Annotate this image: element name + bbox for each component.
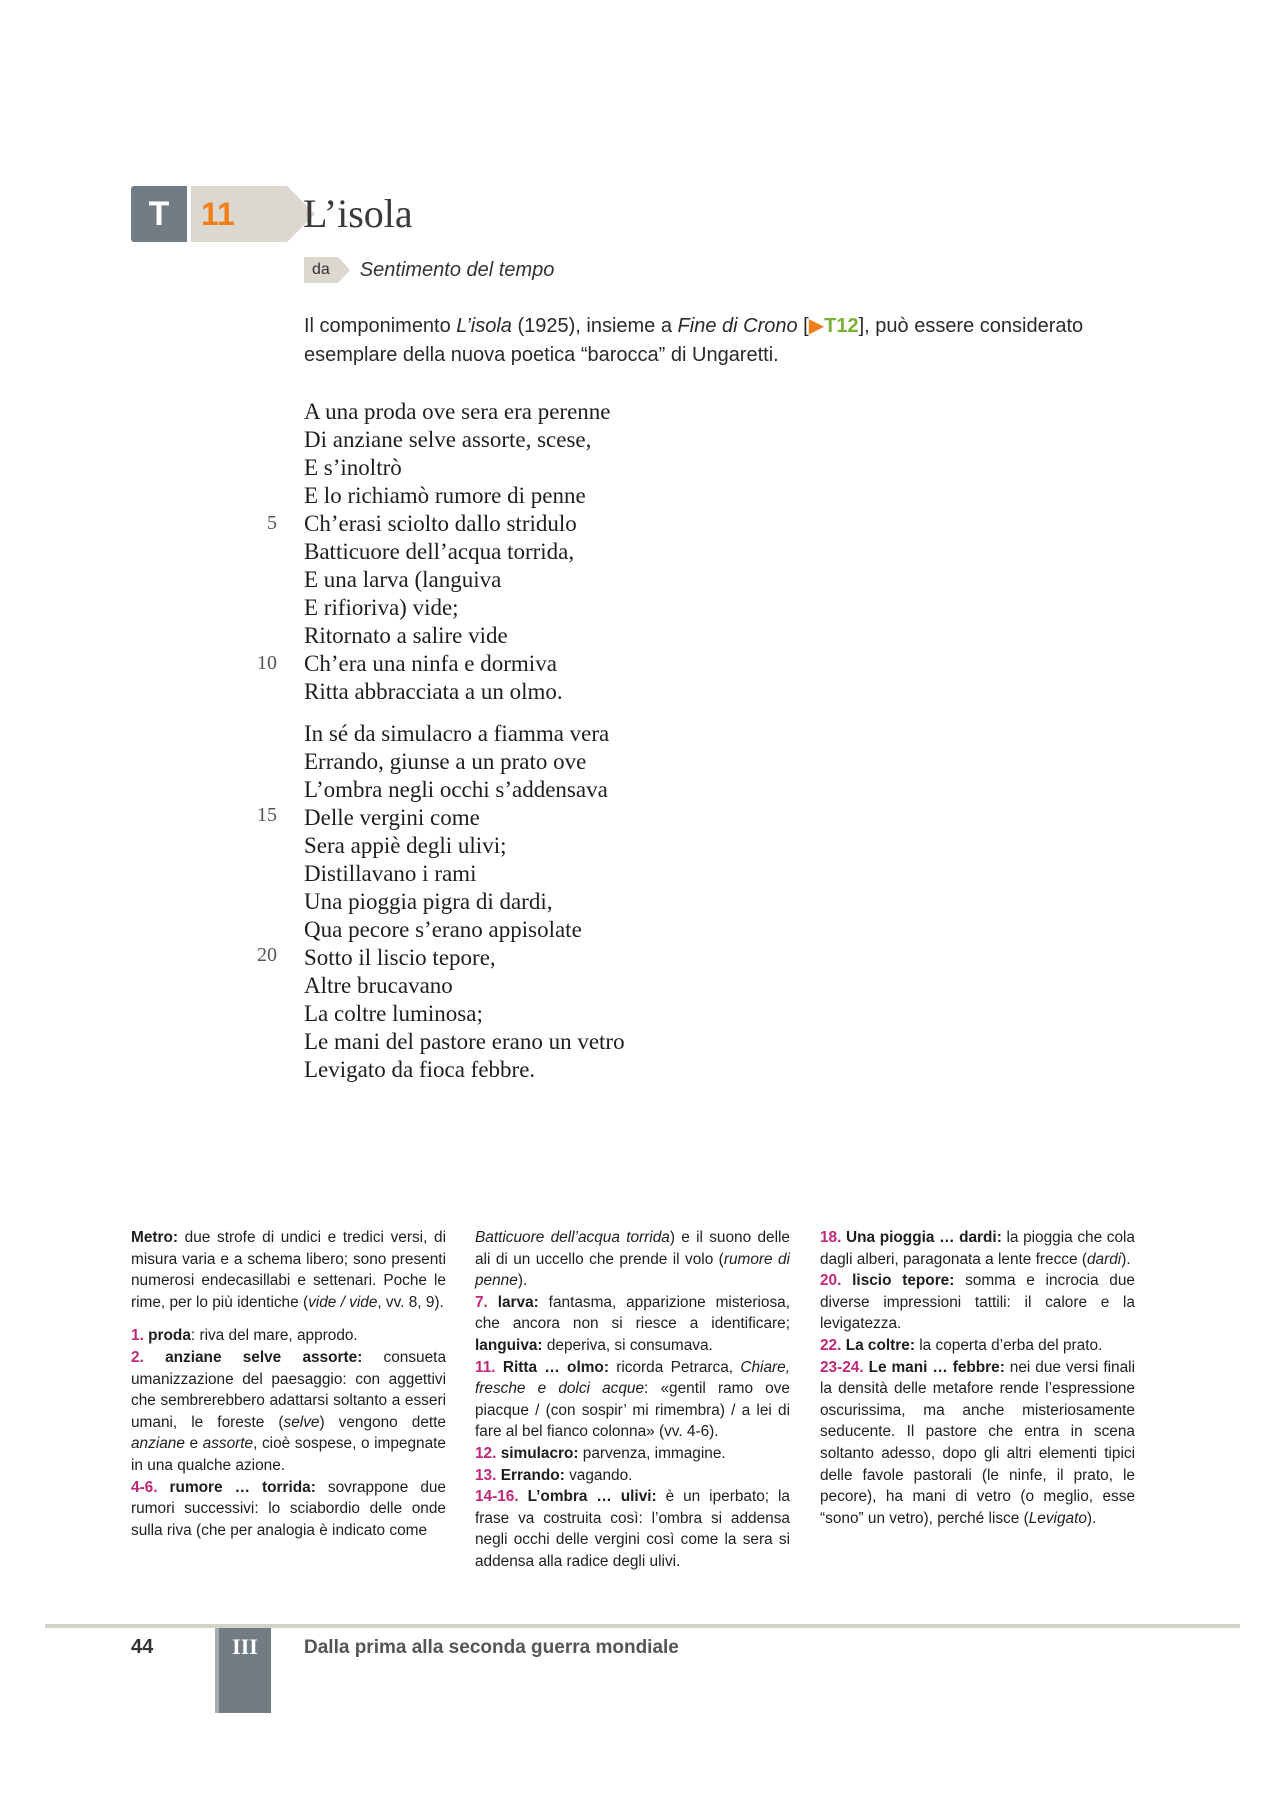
note-text: Batticuore dell’acqua torrida bbox=[475, 1229, 670, 1246]
poem-stanza-2 bbox=[304, 720, 625, 1084]
note-text: deperiva, si consumava. bbox=[542, 1336, 713, 1354]
poem-line: E una larva (languiva bbox=[304, 567, 502, 592]
note-18 bbox=[820, 1227, 1135, 1270]
note-number: 12. bbox=[475, 1444, 497, 1462]
note-20 bbox=[820, 1270, 1135, 1335]
badge-number: 11 bbox=[191, 186, 287, 242]
note-text: anziane bbox=[131, 1435, 185, 1453]
note-lemma: L’ombra … ulivi: bbox=[527, 1488, 657, 1506]
badge-letter: T bbox=[131, 186, 187, 242]
note-number: 4-6. bbox=[131, 1478, 158, 1496]
note-text: consueta umanizzazione del paesaggio: con aggettivi che sembrerebbero adattarsi soltanto a esseri umani, le foreste ( bbox=[131, 1348, 446, 1431]
poem-line: L’ombra negli occhi s’addensava bbox=[304, 777, 608, 802]
note-text: , vv. 8, 9). bbox=[377, 1293, 444, 1311]
note-text: Chiare, fresche e dolci acque bbox=[475, 1358, 790, 1398]
note-text: nei due versi finali la densità delle metafore rende l’espressione oscurissima, ma anche misteriosamente seducente. Il pastore che entra in scena soltanto adesso, dopo gli altri elementi tipici delle favole pastorali (le ninfe, il prato, le pecore), ha mani di vetro (o meglio, esse “sono” un vetro), perché lisce ( bbox=[820, 1358, 1135, 1527]
intro-text: Il componimento bbox=[304, 315, 457, 337]
note-lemma: liscio tepore: bbox=[852, 1272, 955, 1290]
note-text: somma e incrocia due diverse impressioni tattili: il calore e la levigatezza. bbox=[820, 1272, 1135, 1333]
note-text: e bbox=[184, 1435, 203, 1453]
note-lemma: languiva: bbox=[475, 1336, 543, 1354]
poem-line: Ritornato a salire vide bbox=[304, 623, 508, 648]
note-number: 13. bbox=[475, 1466, 497, 1484]
poem-line: Sotto il liscio tepore, bbox=[304, 945, 496, 970]
note-2 bbox=[131, 1347, 446, 1477]
intro-work: L’isola bbox=[456, 315, 512, 337]
note-metro bbox=[131, 1227, 446, 1313]
note-number: 23-24. bbox=[820, 1358, 864, 1376]
poem-line: In sé da simulacro a fiamma vera bbox=[304, 721, 610, 746]
note-lemma: Una pioggia … dardi: bbox=[846, 1229, 1002, 1246]
note-label: Metro: bbox=[131, 1229, 179, 1246]
section-title: Dalla prima alla seconda guerra mondiale bbox=[304, 1637, 679, 1658]
note-text: rumore di penne bbox=[475, 1250, 790, 1290]
poem-line: Una pioggia pigra di dardi, bbox=[304, 889, 553, 914]
intro-text: (1925), insieme a bbox=[511, 315, 678, 337]
poem-line: E rifioriva) vide; bbox=[304, 595, 459, 620]
note-text: ). bbox=[1121, 1250, 1131, 1268]
note-number: 11. bbox=[475, 1358, 496, 1376]
poem-line: Ch’erasi sciolto dallo stridulo bbox=[304, 511, 577, 536]
note-22 bbox=[820, 1335, 1135, 1357]
notes-column-3 bbox=[820, 1227, 1135, 1529]
note-lemma: anziane selve assorte: bbox=[165, 1348, 363, 1366]
intro-work: Fine di Crono bbox=[677, 315, 798, 337]
poem-line: Di anziane selve assorte, scese, bbox=[304, 427, 592, 452]
note-4-6 bbox=[131, 1477, 446, 1542]
page-title: L’isola bbox=[303, 191, 413, 236]
note-number: 14-16. bbox=[475, 1488, 519, 1506]
play-arrow-icon: ▶ bbox=[808, 315, 825, 337]
poem-line: Ch’era una ninfa e dormiva bbox=[304, 651, 557, 676]
line-number: 5 bbox=[267, 512, 277, 534]
poem-line: E lo richiamò rumore di penne bbox=[304, 483, 586, 508]
note-lemma: Le mani … febbre: bbox=[868, 1358, 1005, 1376]
source-prefix: da bbox=[304, 257, 338, 283]
note-text: la pioggia che cola dagli alberi, paragonata a lente frecce ( bbox=[820, 1229, 1135, 1268]
source-line bbox=[304, 257, 554, 283]
poem-line: A una proda ove sera era perenne bbox=[304, 399, 611, 424]
note-text: : «gentil ramo ove piacque / (con sospir’ mi rimembra) / a lei di fare al bel fianco colonna» (vv. 4-6). bbox=[475, 1380, 790, 1441]
poem-line: Qua pecore s’erano appisolate bbox=[304, 917, 582, 942]
intro-text: [ bbox=[797, 315, 809, 337]
poem-line: Batticuore dell’acqua torrida, bbox=[304, 539, 575, 564]
note-text: parvenza, immagine. bbox=[578, 1444, 726, 1462]
note-11 bbox=[475, 1357, 790, 1443]
note-text: ) e il suono delle ali di un uccello che prende il volo ( bbox=[475, 1229, 790, 1268]
note-text: ricorda Petrarca, bbox=[608, 1358, 741, 1376]
poem-line: Errando, giunse a un prato ove bbox=[304, 749, 587, 774]
note-text: selve bbox=[283, 1413, 320, 1431]
poem-line: E s’inoltrò bbox=[304, 455, 402, 480]
note-7 bbox=[475, 1292, 790, 1357]
note-4-6-cont bbox=[475, 1227, 790, 1292]
note-lemma: proda bbox=[148, 1327, 191, 1345]
note-lemma: rumore … torrida: bbox=[169, 1478, 316, 1496]
note-text: fantasma, apparizione misteriosa, che ancora non si riesce a identificare; bbox=[475, 1293, 790, 1333]
line-number: 15 bbox=[257, 804, 277, 826]
note-number: 7. bbox=[475, 1293, 488, 1311]
note-12 bbox=[475, 1443, 790, 1465]
note-text: Levigato bbox=[1028, 1509, 1087, 1527]
intro-paragraph bbox=[304, 312, 1134, 370]
poem-line: Levigato da fioca febbre. bbox=[304, 1057, 536, 1082]
note-text: vagando. bbox=[564, 1466, 633, 1484]
poem-line: Altre brucavano bbox=[304, 973, 453, 998]
note-number: 18. bbox=[820, 1229, 842, 1246]
poem-line: Delle vergini come bbox=[304, 805, 480, 830]
section-numeral: III bbox=[215, 1628, 271, 1713]
note-text: due strofe di undici e tredici versi, di misura varia e a schema libero; sono presenti numerosi endecasillabi e settenari. Poche le rime, per lo più identiche ( bbox=[131, 1229, 446, 1311]
note-number: 22. bbox=[820, 1336, 842, 1354]
page-number: 44 bbox=[131, 1636, 154, 1658]
note-text: è un iperbato; la frase va costruita così: l’ombra si addensa negli occhi delle vergini così come la sera si addensa alla radice degli ulivi. bbox=[475, 1488, 790, 1570]
note-lemma: larva: bbox=[497, 1293, 539, 1311]
note-text: ). bbox=[1086, 1509, 1097, 1527]
source-title: Sentimento del tempo bbox=[359, 258, 555, 281]
poem-line: Ritta abbracciata a un olmo. bbox=[304, 679, 563, 704]
text-badge bbox=[131, 186, 287, 242]
note-text: sovrappone due rumori successivi: lo sciabordio delle onde sulla riva (che per analogia è indicato come bbox=[131, 1478, 446, 1539]
note-number: 1. bbox=[131, 1327, 144, 1345]
note-text: dardi bbox=[1086, 1250, 1122, 1268]
poem-line: La coltre luminosa; bbox=[304, 1001, 483, 1026]
note-text: : riva del mare, approdo. bbox=[190, 1327, 358, 1345]
note-text: , cioè sospese, o impegnate in una qualche azione. bbox=[131, 1435, 446, 1474]
note-text: vide / vide bbox=[308, 1293, 378, 1311]
poem-stanza-1 bbox=[304, 398, 611, 706]
notes-column-2 bbox=[475, 1227, 790, 1573]
note-text: assorte bbox=[202, 1435, 254, 1453]
note-lemma: La coltre: bbox=[845, 1336, 915, 1354]
note-lemma: Errando: bbox=[500, 1466, 565, 1484]
cross-reference-link[interactable]: T12 bbox=[824, 315, 859, 337]
note-text: la coperta d’erba del prato. bbox=[914, 1336, 1103, 1354]
note-number: 20. bbox=[820, 1272, 842, 1290]
note-lemma: simulacro: bbox=[500, 1444, 579, 1462]
line-number: 20 bbox=[257, 944, 277, 966]
poem-line: Le mani del pastore erano un vetro bbox=[304, 1029, 625, 1054]
poem-line: Sera appiè degli ulivi; bbox=[304, 833, 507, 858]
note-13 bbox=[475, 1465, 790, 1487]
poem-line: Distillavano i rami bbox=[304, 861, 477, 886]
note-14-16 bbox=[475, 1486, 790, 1572]
note-text: ). bbox=[517, 1272, 528, 1290]
note-23-24 bbox=[820, 1357, 1135, 1530]
line-number: 10 bbox=[257, 652, 277, 674]
notes-column-1 bbox=[131, 1227, 446, 1541]
note-1 bbox=[131, 1325, 446, 1347]
intro-text: ], può essere considerato esemplare della nuova poetica “barocca” di Ungaretti. bbox=[304, 315, 1084, 366]
note-number: 2. bbox=[131, 1348, 144, 1366]
note-lemma: Ritta … olmo: bbox=[502, 1358, 609, 1376]
note-text: ) vengono dette bbox=[319, 1413, 446, 1431]
